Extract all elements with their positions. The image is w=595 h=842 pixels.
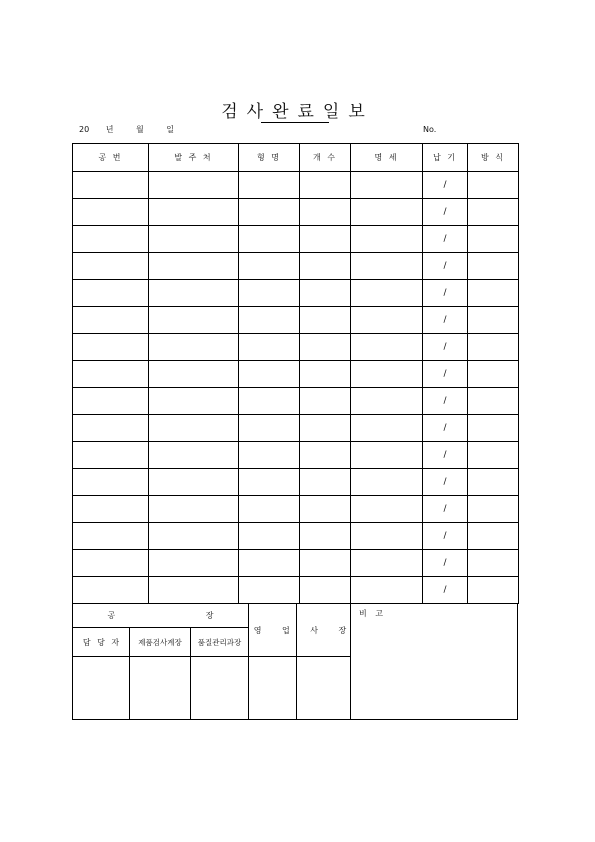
model-cell[interactable] [239,226,300,253]
table-row [73,253,519,280]
quantity-cell[interactable] [300,415,351,442]
client-cell[interactable] [149,523,239,550]
client-cell[interactable] [149,550,239,577]
quantity-cell[interactable] [300,442,351,469]
model-cell[interactable] [239,172,300,199]
details-cell[interactable] [351,334,423,361]
model-cell[interactable] [239,334,300,361]
method-cell[interactable] [468,550,519,577]
due-date-cell[interactable] [423,577,468,604]
quantity-cell[interactable] [300,577,351,604]
method-cell[interactable] [468,253,519,280]
column-header-model: 형 명 [239,144,300,172]
job-number-cell[interactable] [73,334,149,361]
method-cell[interactable] [468,496,519,523]
due-date-cell[interactable] [423,334,468,361]
due-date-cell[interactable] [423,361,468,388]
date-year-prefix: 20 [79,125,90,134]
quantity-cell[interactable] [300,226,351,253]
client-cell[interactable] [149,496,239,523]
model-cell[interactable] [239,442,300,469]
method-cell[interactable] [468,469,519,496]
client-cell[interactable] [149,388,239,415]
due-date-cell[interactable] [423,199,468,226]
details-cell[interactable] [351,415,423,442]
table-row [73,172,519,199]
due-date-separator: / [443,396,447,406]
client-cell[interactable] [149,415,239,442]
due-date-separator: / [443,261,447,271]
inspection-table [72,143,519,604]
quantity-cell[interactable] [300,307,351,334]
remarks-label: 비 고 [359,609,383,618]
quality-control-chief-label: 품질관리과장 [197,638,242,647]
job-number-cell[interactable] [73,496,149,523]
due-date-separator: / [443,477,447,487]
quantity-cell[interactable] [300,550,351,577]
details-cell[interactable] [351,523,423,550]
date-month-label: 월 [136,125,144,134]
method-cell[interactable] [468,523,519,550]
client-cell[interactable] [149,577,239,604]
job-number-cell[interactable] [73,199,149,226]
job-number-cell[interactable] [73,172,149,199]
client-cell[interactable] [149,199,239,226]
client-cell[interactable] [149,307,239,334]
due-date-cell[interactable] [423,226,468,253]
due-date-separator: / [443,180,447,190]
table-row [73,523,519,550]
method-cell[interactable] [468,361,519,388]
method-cell[interactable] [468,415,519,442]
job-number-cell[interactable] [73,361,149,388]
client-cell[interactable] [149,253,239,280]
due-date-separator: / [443,423,447,433]
client-cell[interactable] [149,172,239,199]
method-cell[interactable] [468,442,519,469]
due-date-separator: / [443,207,447,217]
approval-section [72,603,518,720]
due-date-cell[interactable] [423,523,468,550]
due-date-cell[interactable] [423,307,468,334]
table-row [73,469,519,496]
due-date-cell[interactable] [423,550,468,577]
due-date-separator: / [443,369,447,379]
due-date-cell[interactable] [423,388,468,415]
job-number-cell[interactable] [73,388,149,415]
details-cell[interactable] [351,361,423,388]
job-number-cell[interactable] [73,415,149,442]
method-cell[interactable] [468,172,519,199]
model-cell[interactable] [239,469,300,496]
client-cell[interactable] [149,280,239,307]
title-underline [261,122,329,123]
model-cell[interactable] [239,415,300,442]
column-header-due-date: 납 기 [423,144,468,172]
factory-manager-label: 공 장 [107,611,214,620]
client-cell[interactable] [149,442,239,469]
sales-director-label: 영 업 사 장 [253,626,347,635]
model-cell[interactable] [239,577,300,604]
due-date-separator: / [443,342,447,352]
method-cell[interactable] [468,199,519,226]
due-date-cell[interactable] [423,442,468,469]
model-cell[interactable] [239,523,300,550]
client-cell[interactable] [149,334,239,361]
manager-in-charge-label: 담 당 자 [82,638,120,647]
details-cell[interactable] [351,199,423,226]
details-cell[interactable] [351,307,423,334]
table-row [73,442,519,469]
method-cell[interactable] [468,334,519,361]
method-cell[interactable] [468,226,519,253]
model-cell[interactable] [239,307,300,334]
model-cell[interactable] [239,496,300,523]
product-inspection-chief-label: 제품검사계장 [138,638,182,647]
due-date-separator: / [443,558,447,568]
job-number-cell[interactable] [73,523,149,550]
details-cell[interactable] [351,442,423,469]
column-header-method: 방 식 [468,144,519,172]
table-row [73,307,519,334]
model-cell[interactable] [239,199,300,226]
due-date-separator: / [443,531,447,541]
table-row [73,361,519,388]
column-header-job-number: 공 번 [73,144,149,172]
job-number-cell[interactable] [73,577,149,604]
quantity-cell[interactable] [300,334,351,361]
job-number-cell[interactable] [73,469,149,496]
details-cell[interactable] [351,577,423,604]
details-cell[interactable] [351,388,423,415]
details-cell[interactable] [351,226,423,253]
job-number-cell[interactable] [73,550,149,577]
job-number-cell[interactable] [73,280,149,307]
due-date-cell[interactable] [423,280,468,307]
table-row [73,199,519,226]
job-number-cell[interactable] [73,307,149,334]
details-cell[interactable] [351,172,423,199]
model-cell[interactable] [239,253,300,280]
table-row [73,577,519,604]
column-header-details: 명 세 [351,144,423,172]
document-title: 검사완료일보 [221,102,374,122]
job-number-cell[interactable] [73,226,149,253]
column-header-quantity: 개 수 [300,144,351,172]
due-date-cell[interactable] [423,415,468,442]
client-cell[interactable] [149,361,239,388]
job-number-cell[interactable] [73,442,149,469]
table-row [73,226,519,253]
job-number-cell[interactable] [73,253,149,280]
method-cell[interactable] [468,388,519,415]
method-cell[interactable] [468,577,519,604]
due-date-separator: / [443,234,447,244]
due-date-cell[interactable] [423,496,468,523]
due-date-cell[interactable] [423,469,468,496]
due-date-cell[interactable] [423,253,468,280]
due-date-separator: / [443,450,447,460]
details-cell[interactable] [351,253,423,280]
table-row [73,550,519,577]
model-cell[interactable] [239,550,300,577]
due-date-separator: / [443,585,447,595]
quantity-cell[interactable] [300,388,351,415]
quantity-cell[interactable] [300,253,351,280]
client-cell[interactable] [149,469,239,496]
due-date-separator: / [443,288,447,298]
quantity-cell[interactable] [300,172,351,199]
due-date-separator: / [443,504,447,514]
table-row [73,280,519,307]
method-cell[interactable] [468,307,519,334]
table-row [73,415,519,442]
table-header-row [73,144,519,172]
document-number-label: No. [423,125,437,134]
quantity-cell[interactable] [300,199,351,226]
method-cell[interactable] [468,280,519,307]
model-cell[interactable] [239,361,300,388]
quantity-cell[interactable] [300,469,351,496]
quantity-cell[interactable] [300,361,351,388]
details-cell[interactable] [351,280,423,307]
quantity-cell[interactable] [300,523,351,550]
table-row [73,334,519,361]
column-header-client: 발 주 처 [149,144,239,172]
due-date-cell[interactable] [423,172,468,199]
model-cell[interactable] [239,280,300,307]
table-row [73,388,519,415]
table-row [73,496,519,523]
quantity-cell[interactable] [300,496,351,523]
quantity-cell[interactable] [300,280,351,307]
model-cell[interactable] [239,388,300,415]
details-cell[interactable] [351,496,423,523]
details-cell[interactable] [351,469,423,496]
details-cell[interactable] [351,550,423,577]
date-line [79,124,174,135]
due-date-separator: / [443,315,447,325]
date-year-label: 년 [105,125,114,134]
client-cell[interactable] [149,226,239,253]
date-day-label: 일 [166,125,175,134]
